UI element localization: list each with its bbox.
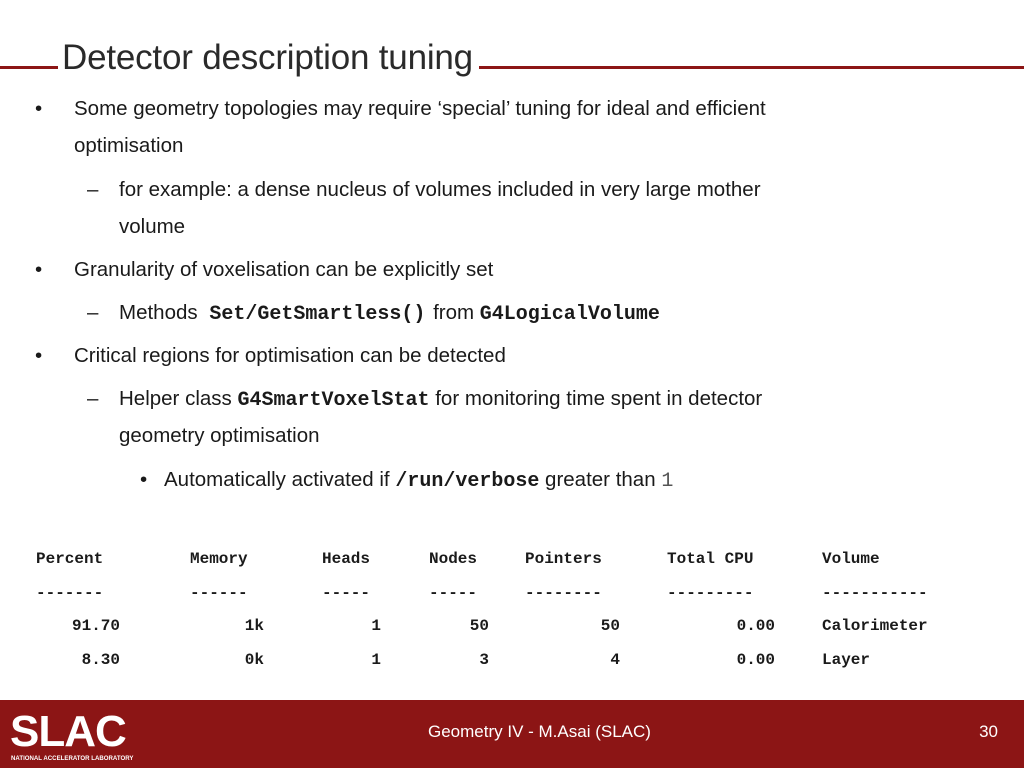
table-cell: 50 xyxy=(469,617,489,635)
slac-logo xyxy=(8,706,164,764)
table-separator: -------- xyxy=(525,584,602,602)
table-cell: 1k xyxy=(244,617,264,635)
page-number: 30 xyxy=(979,722,998,741)
bullet-3-1-post: for monitoring time spent in detector xyxy=(435,387,763,410)
table-cell: 0k xyxy=(244,651,264,669)
bullet-marker: • xyxy=(35,344,43,367)
bullet-2-1-line xyxy=(119,294,660,334)
table-cell: 0.00 xyxy=(736,651,775,669)
table-cell: Calorimeter xyxy=(822,617,928,635)
bullet-3-1-1-pre: Automatically activated if xyxy=(164,468,390,491)
bullet-1-text-cont: optimisation xyxy=(74,134,184,157)
bullet-3-1-1-mid: greater than xyxy=(545,468,656,491)
table-cell: 0.00 xyxy=(736,617,775,635)
bullet-3-1-1-line xyxy=(164,461,673,501)
table-cell: 1 xyxy=(371,651,381,669)
table-header: Pointers xyxy=(525,550,602,568)
dash-marker: – xyxy=(87,387,99,410)
table-cell: 4 xyxy=(610,651,620,669)
table-header: Memory xyxy=(190,550,248,568)
table-separator: ------- xyxy=(36,584,104,602)
bullet-1-text: Some geometry topologies may require ‘special’ tuning for ideal and efficient xyxy=(74,97,766,120)
table-header: Percent xyxy=(36,550,104,568)
bullet-marker: • xyxy=(35,97,43,120)
table-header: Heads xyxy=(322,550,371,568)
bullet-2-1-pre: Methods xyxy=(119,301,198,324)
table-cell: 91.70 xyxy=(71,617,120,635)
bullet-3-1-pre: Helper class xyxy=(119,387,232,410)
table-header: Nodes xyxy=(429,550,478,568)
footer-bar xyxy=(0,700,1024,768)
table-cell: 50 xyxy=(600,617,620,635)
slide-title: Detector description tuning xyxy=(62,38,473,77)
slac-logo-wordmark: SLAC xyxy=(10,707,126,756)
title-container xyxy=(58,34,479,82)
bullet-marker: • xyxy=(35,258,43,281)
bullet-marker: • xyxy=(140,468,148,491)
table-separator: ----- xyxy=(429,584,478,602)
table-separator: ----- xyxy=(322,584,371,602)
smart-voxel-stat-code: G4SmartVoxelStat xyxy=(237,389,430,412)
verbose-threshold-value: 1 xyxy=(661,470,674,493)
bullet-1-1-text-cont: volume xyxy=(119,215,186,238)
run-verbose-code: /run/verbose xyxy=(395,470,540,493)
bullet-1-1-text: for example: a dense nucleus of volumes included in very large mother xyxy=(119,178,761,201)
table-cell: Layer xyxy=(822,651,871,669)
dash-marker: – xyxy=(87,178,99,201)
bullet-3-1-line xyxy=(119,380,762,420)
table-separator: ----------- xyxy=(822,584,928,602)
bullet-2-1-mid: from xyxy=(433,301,475,324)
smartless-method-code: Set/GetSmartless() xyxy=(209,303,426,326)
slac-logo-subtext: NATIONAL ACCELERATOR LABORATORY xyxy=(11,755,134,762)
footer-caption: Geometry IV - M.Asai (SLAC) xyxy=(428,722,651,741)
bullet-3-text: Critical regions for optimisation can be detected xyxy=(74,344,506,367)
dash-marker: – xyxy=(87,301,99,324)
table-cell: 8.30 xyxy=(81,651,120,669)
table-cell: 1 xyxy=(371,617,381,635)
table-header: Total CPU xyxy=(667,550,754,568)
table-separator: ------ xyxy=(190,584,248,602)
table-header: Volume xyxy=(822,550,880,568)
table-cell: 3 xyxy=(479,651,489,669)
bullet-3-1-text-cont: geometry optimisation xyxy=(119,424,320,447)
bullet-2-text: Granularity of voxelisation can be explicitly set xyxy=(74,258,494,281)
table-separator: --------- xyxy=(667,584,754,602)
logical-volume-code: G4LogicalVolume xyxy=(479,303,660,326)
